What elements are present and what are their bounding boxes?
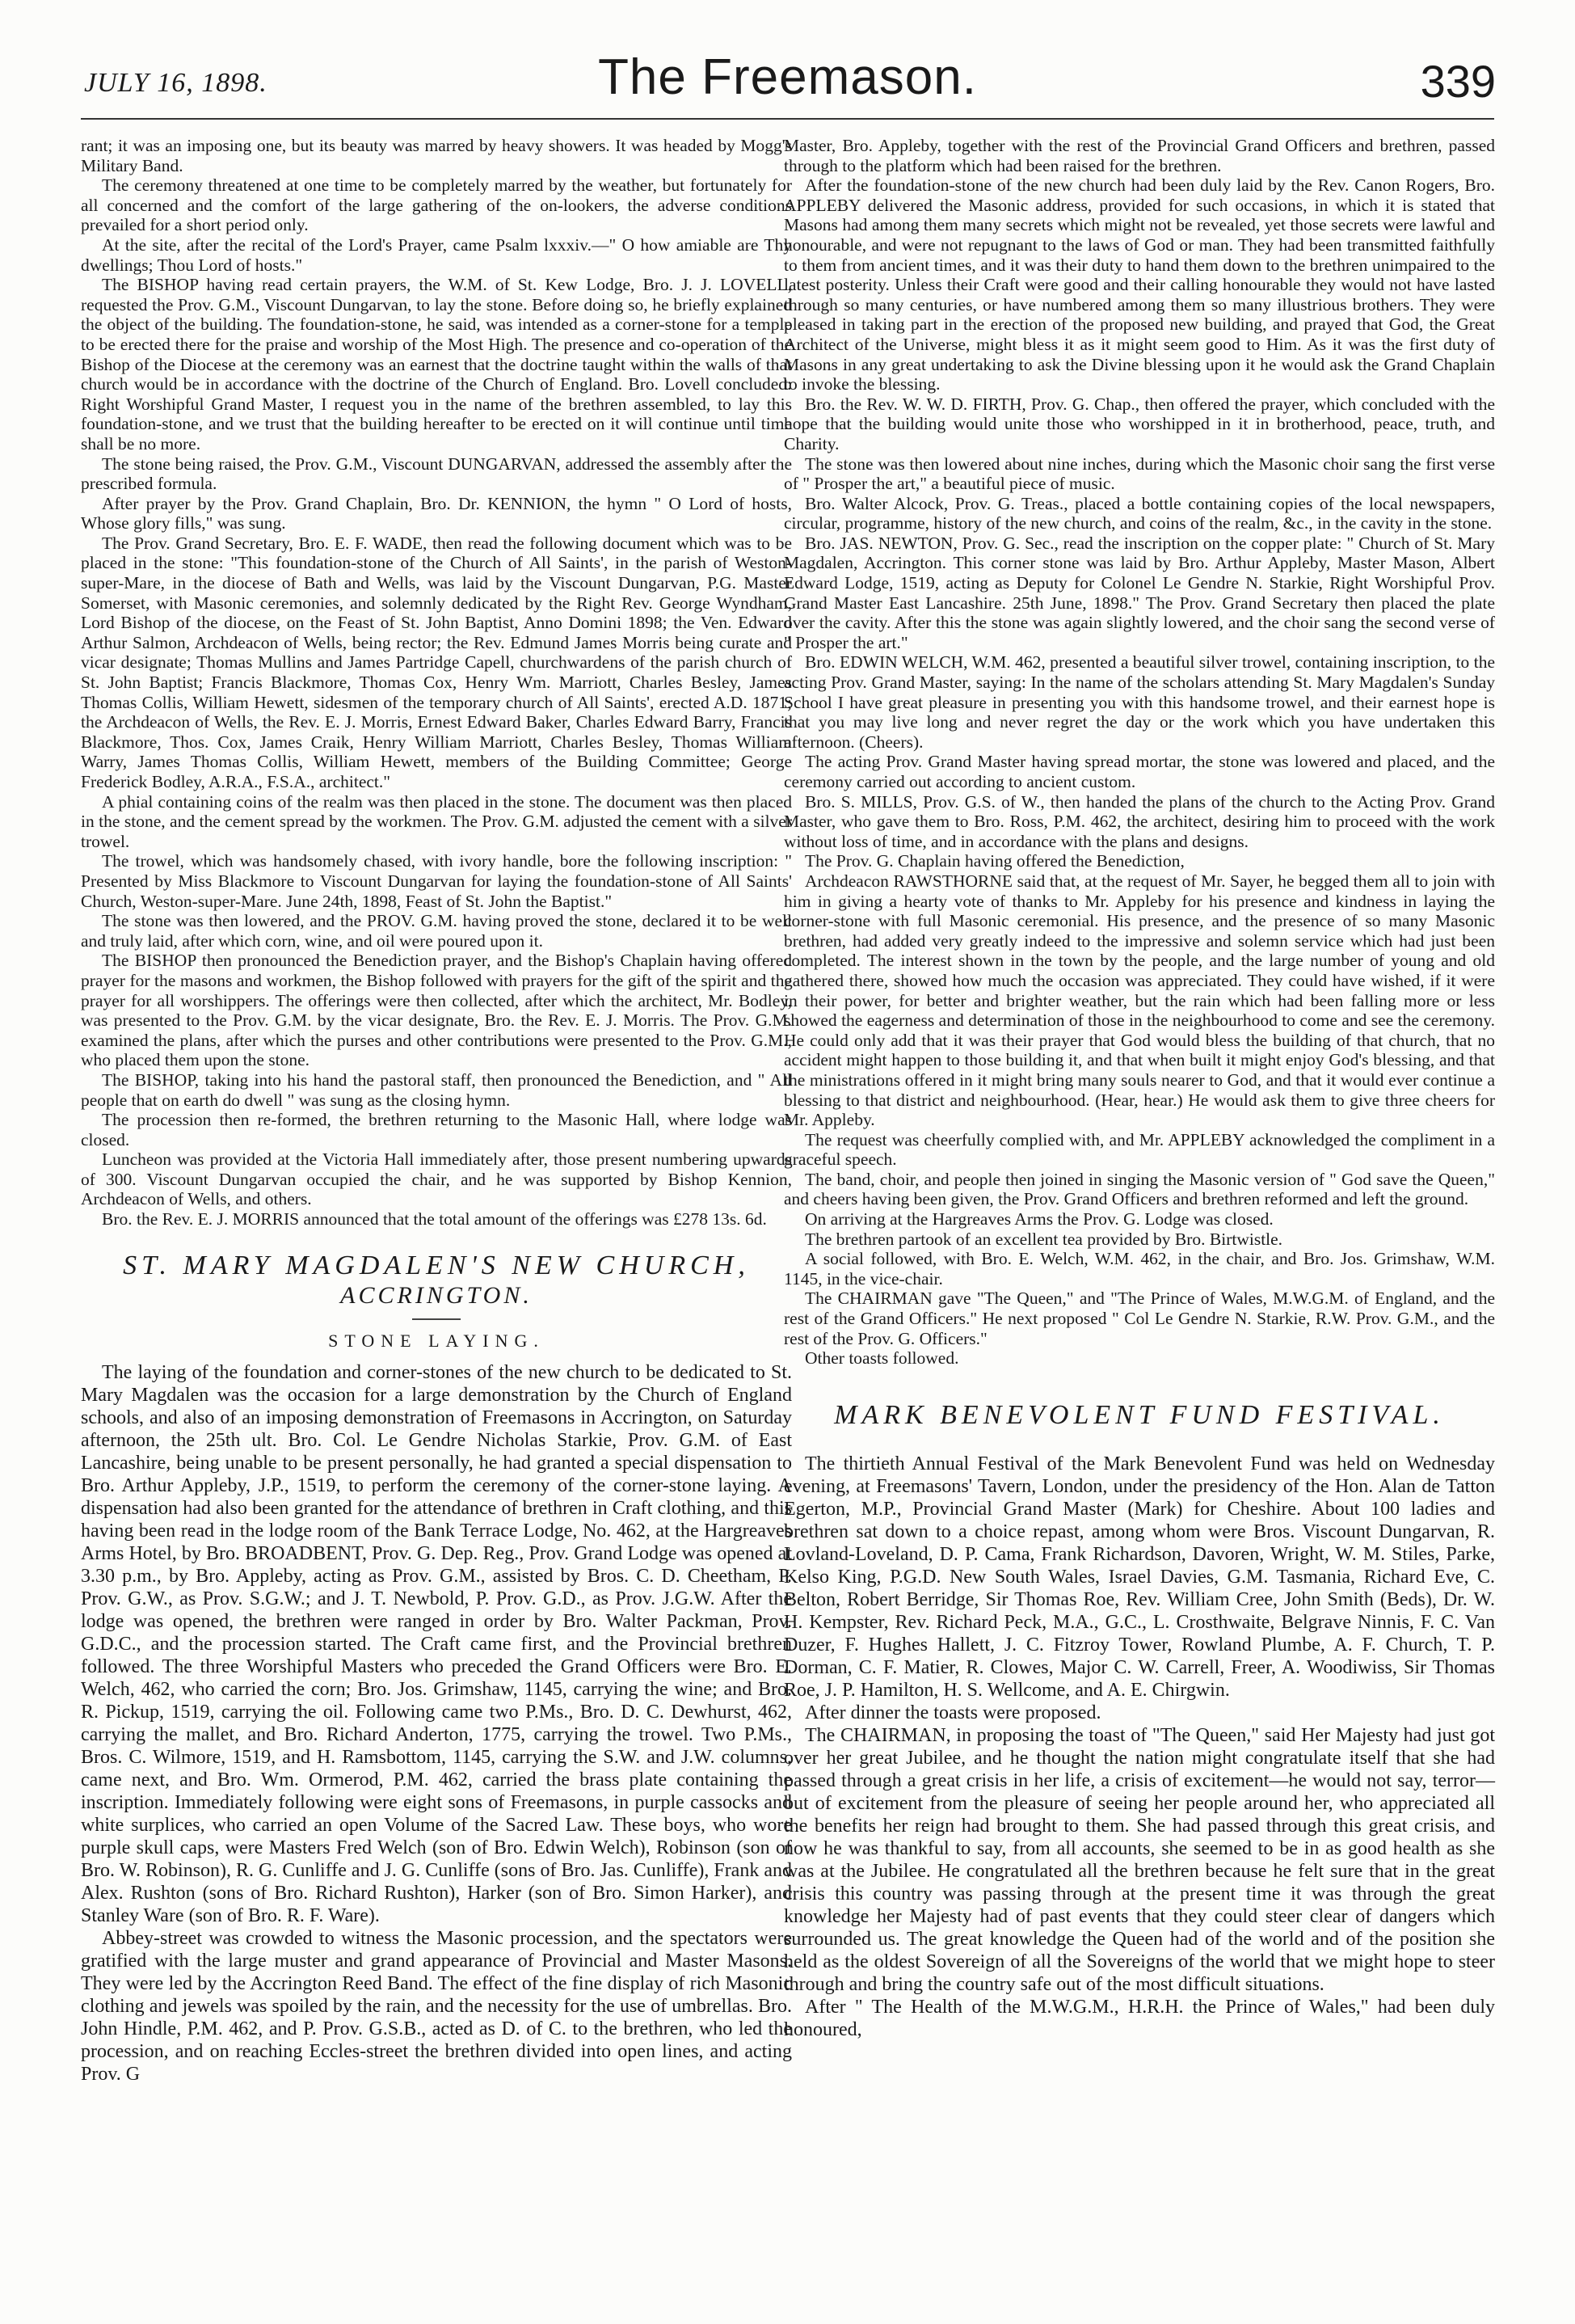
paragraph: The BISHOP then pronounced the Benediction prayer, and the Bishop's Chaplain having offered prayer for the masons and workmen, the Bishop followed with prayers for the gift of the spirit and the prayer for all worshippers. The offerings were then collected, after which the architect, Mr. Bodley, was presented to the Prov. G.M. by the vicar designate, Bro. the Rev. E. J. Morris. The Prov. G.M. examined the plans, after which the purses and other contributions were presented to the Prov. G.M., who placed them upon the stone. bbox=[81, 951, 792, 1070]
section-subtitle: STONE LAYING. bbox=[328, 1331, 545, 1352]
paragraph: Other toasts followed. bbox=[805, 1348, 959, 1369]
paragraph: Luncheon was provided at the Victoria Hall immediately after, those present numbering upwards of 300. Viscount Dungarvan occupied the chair, and he was supported by Bishop Kennion, Archdeacon of Wells, and others. bbox=[81, 1149, 792, 1209]
paragraph: After dinner the toasts were proposed. bbox=[805, 1702, 1101, 1724]
paragraph: The acting Prov. Grand Master having spread mortar, the stone was lowered and placed, and the ceremony carried out according to ancient custom. bbox=[784, 752, 1495, 791]
page-number: 339 bbox=[1420, 56, 1496, 107]
issue-date: JULY 16, 1898. bbox=[84, 68, 267, 98]
paragraph: The stone was then lowered, and the PROV. G.M. having proved the stone, declared it to be well and truly laid, after which corn, wine, and oil were poured upon it. bbox=[81, 911, 792, 951]
paragraph: Master, Bro. Appleby, together with the rest of the Provincial Grand Officers and brethren, passed through to the platform which had been raised for the brethren. bbox=[784, 136, 1495, 175]
paragraph: Archdeacon RAWSTHORNE said that, at the request of Mr. Sayer, he begged them all to join with him in giving a hearty vote of thanks to Mr. Appleby for his presence and kindness in laying the corner-stone with full Masonic ceremonial. His presence, and the presence of so many Masonic brethren, had added very greatly indeed to the impressive and solemn service which had just been completed. The interest shown in the town by the people, and the large number of young and old gathered there, showed how much the occasion was appreciated. They could have wished, if it were in their power, for better and brighter weather, but the rain which had been falling more or less showed the eagerness and determination of those in the neighbourhood to come and see the ceremony. He could only add that it was their prayer that God would bless the building of that church, that no accident might happen to those building it, and that when built it might enjoy God's blessing, and that the ministrations offered in it might bring many souls nearer to God, and that it would ever continue a blessing to that district and neighbourhood. (Hear, hear.) He would ask them to give three cheers for Mr. Appleby. bbox=[784, 871, 1495, 1130]
paragraph: The laying of the foundation and corner-stones of the new church to be dedicated to St. Mary Magdalen was the occasion for a large demonstration by the Church of England schools, and also of an imposing demonstration of Freemasons in Accrington, on Saturday afternoon, the 25th ult. Bro. Col. Le Gendre Nicholas Starkie, Prov. G.M. of East Lancashire, being unable to be present personally, he had granted a special dispensation to Bro. Arthur Appleby, J.P., 1519, to perform the ceremony of the corner-stone laying. A dispensation had also been granted for the attendance of brethren in Craft clothing, and this having been read in the lodge room of the Bank Terrace Lodge, No. 462, at the Hargreaves Arms Hotel, by Bro. BROADBENT, Prov. G. Dep. Reg., Prov. Grand Lodge was opened at 3.30 p.m., by Bro. Appleby, acting as Prov. G.M., assisted by Bros. C. D. Cheetham, P. Prov. G.W., as Prov. S.G.W.; and J. T. Newbold, P. Prov. G.D., as Prov. J.G.W. After the lodge was opened, the brethren were ranged in order by Bro. Walter Packman, Prov. G.D.C., and the procession started. The Craft came first, and the Provincial brethren followed. The three Worshipful Masters who preceded the Grand Officers were Bro. E. Welch, 462, who carried the corn; Bro. Jos. Grimshaw, 1145, carrying the wine; and Bro. R. Pickup, 1519, carrying the oil. Following came two P.Ms., Bro. D. C. Dewhurst, 462, carrying the mallet, and Bro. Richard Anderton, 1775, carrying the trowel. Two P.Ms., Bros. C. Wilmore, 1519, and H. Ramsbottom, 1145, carrying the S.W. and J.W. columns, came next, and Bro. Wm. Ormerod, P.M. 462, carried the brass plate containing the inscription. Immediately following were eight sons of Freemasons, in purple cassocks and white surplices, who carried an open Volume of the Sacred Law. These boys, who wore purple skull caps, were Masters Fred Welch (son of Bro. Edwin Welch), Robinson (son of Bro. W. Robinson), R. G. Cunliffe and J. G. Cunliffe (sons of Bro. Jas. Cunliffe), Frank and Alex. Rushton (sons of Bro. Richard Rushton), Harker (son of Bro. Simon Harker), and Stanley Ware (son of Bro. R. F. Ware). bbox=[81, 1361, 792, 1926]
paragraph: The BISHOP having read certain prayers, the W.M. of St. Kew Lodge, Bro. J. J. LOVELL, requested the Prov. G.M., Viscount Dungarvan, to lay the stone. Before doing so, he briefly explained the object of the building. The foundation-stone, he said, was intended as a corner-stone for a temple to be erected there for the praise and worship of the Most High. The presence and co-operation of the Bishop of the Diocese at the ceremony was an earnest that the doctrine taught within the walls of that church would be in accordance with the doctrine of the Church of England. Bro. Lovell concluded: Right Worshipful Grand Master, I request you in the name of the brethren assembled, to lay this foundation-stone, and we trust that the building hereafter to be erected on it will continue until time shall be no more. bbox=[81, 275, 792, 453]
paragraph: Bro. S. MILLS, Prov. G.S. of W., then handed the plans of the church to the Acting Prov. Grand Master, who gave them to Bro. Ross, P.M. 462, the architect, desiring him to proceed with the work without loss of time, and in accordance with the plans and designs. bbox=[784, 791, 1495, 851]
section-title: ST. MARY MAGDALEN'S NEW CHURCH, bbox=[123, 1250, 750, 1280]
section-title: MARK BENEVOLENT FUND FESTIVAL. bbox=[834, 1399, 1445, 1430]
paragraph: The brethren partook of an excellent tea provided by Bro. Birtwistle. bbox=[805, 1229, 1283, 1249]
paragraph: The Prov. G. Chaplain having offered the Benediction, bbox=[805, 851, 1185, 871]
right-column bbox=[784, 136, 1495, 2041]
section-place: ACCRINGTON. bbox=[340, 1281, 533, 1309]
paragraph: A social followed, with Bro. E. Welch, W.M. 462, in the chair, and Bro. Jos. Grimshaw, W.M. 1145, in the vice-chair. bbox=[784, 1249, 1495, 1289]
paragraph: The BISHOP, taking into his hand the pastoral staff, then pronounced the Benediction, and " All people that on earth do dwell " was sung as the closing hymn. bbox=[81, 1069, 792, 1110]
paragraph: The trowel, which was handsomely chased, with ivory handle, bore the following inscription: " Presented by Miss Blackmore to Viscount Dungarvan for laying the foundation-stone of All Saints' Church, Weston-super-Mare. June 24th, 1898, Feast of St. John the Baptist." bbox=[81, 851, 792, 911]
paragraph: Bro. EDWIN WELCH, W.M. 462, presented a beautiful silver trowel, containing inscription, to the acting Prov. Grand Master, saying: In the name of the scholars attending St. Mary Magdalen's Sunday School I have great pleasure in presenting you with this handsome trowel, and their earnest hope is that you may live long and never regret the day or the work which you have undertaken this afternoon. (Cheers). bbox=[784, 652, 1495, 752]
left-column bbox=[81, 136, 792, 2086]
paragraph: The band, choir, and people then joined in singing the Masonic version of " God save the Queen," and cheers having been given, the Prov. Grand Officers and brethren reformed and left the ground. bbox=[784, 1169, 1495, 1209]
paragraph: At the site, after the recital of the Lord's Prayer, came Psalm lxxxiv.—" O how amiable are Thy dwellings; Thou Lord of hosts." bbox=[81, 234, 792, 275]
paragraph: Bro. the Rev. W. W. D. FIRTH, Prov. G. Chap., then offered the prayer, which concluded with the hope that the building would unite those who worshipped in it in brotherhood, peace, truth, and Charity. bbox=[784, 394, 1495, 453]
paragraph: The stone was then lowered about nine inches, during which the Masonic choir sang the first verse of " Prosper the art," a beautiful piece of music. bbox=[784, 453, 1495, 494]
paragraph: Bro. the Rev. E. J. MORRIS announced that the total amount of the offerings was £278 13s. 6d. bbox=[102, 1209, 767, 1229]
paragraph: The request was cheerfully complied with, and Mr. APPLEBY acknowledged the compliment in a graceful speech. bbox=[784, 1129, 1495, 1170]
page-header bbox=[57, 49, 1518, 105]
paragraph: The CHAIRMAN, in proposing the toast of "The Queen," said Her Majesty had just got over her great Jubilee, and he thought the nation might congratulate itself that she had passed through a great crisis in her life, a crisis of excitement—he would not say, terror—but of excitement from the pleasure of seeing her people around her, who appreciated all the benefits her reign had brought to them. She had passed through this great crisis, and now he was thankful to say, from all accounts, she seemed to be in as good health as she was at the Jubilee. He congratulated all the brethren because he felt sure that in the great crisis this country was passing through at the present time it was through the great knowledge her Majesty had of past events that they could steer clear of dangers which surrounded us. The great knowledge the Queen had of the world and of the position she held as the oldest Sovereign of all the Sovereigns of the world that we might hope to steer through and bring the country safe out of the most difficult situations. bbox=[784, 1725, 1495, 1996]
header-rule bbox=[81, 118, 1494, 120]
paragraph: On arriving at the Hargreaves Arms the Prov. G. Lodge was closed. bbox=[805, 1209, 1274, 1229]
paragraph: The procession then re-formed, the brethren returning to the Masonic Hall, where lodge was closed. bbox=[81, 1110, 792, 1149]
paragraph: After prayer by the Prov. Grand Chaplain, Bro. Dr. KENNION, the hymn " O Lord of hosts, Whose glory fills," was sung. bbox=[81, 493, 792, 534]
paragraph: After " The Health of the M.W.G.M., H.R.H. the Prince of Wales," had been duly honoured, bbox=[784, 1997, 1495, 2041]
paragraph: Bro. JAS. NEWTON, Prov. G. Sec., read the inscription on the copper plate: " Church of St. Mary Magdalen, Accrington. This corner stone was laid by Bro. Arthur Appleby, Master Mason, Albert Edward Lodge, 1519, acting as Deputy for Colonel Le Gendre N. Starkie, Right Worshipful Prov. Grand Master East Lancashire. 25th June, 1898." The Prov. Grand Secretary then placed the plate over the cavity. After this the stone was again slightly lowered, and the choir sang the second verse of " Prosper the art." bbox=[784, 533, 1495, 652]
paragraph: The stone being raised, the Prov. G.M., Viscount DUNGARVAN, addressed the assembly after the prescribed formula. bbox=[81, 453, 792, 494]
paragraph: After the foundation-stone of the new church had been duly laid by the Rev. Canon Rogers, Bro. APPLEBY delivered the Masonic address, provided for such occasions, in which it is stated that Masons had among them many secrets which might not be revealed, yet those secrets were lawful and honourable, and were not repugnant to the laws of God or man. They had been transmitted faithfully to them from ancient times, and it was their duty to hand them down to the brethren unimpaired to the latest posterity. Unless their Craft were good and their calling honourable they would not have lasted through so many centuries, or have numbered among them so many illustrious brothers. They were pleased in taking part in the erection of the proposed new building, and prayed that God, the Great Architect of the Universe, might bless it as it might seem good to Him. As it was the first duty of Masons in any great undertaking to ask the Divine blessing upon it he would ask the Grand Chaplain to invoke the blessing. bbox=[784, 175, 1495, 394]
paragraph: The Prov. Grand Secretary, Bro. E. F. WADE, then read the following document which was to be placed in the stone: "This foundation-stone of the Church of All Saints', in the parish of Weston-super-Mare, in the diocese of Bath and Wells, was laid by the Viscount Dungarvan, P.G. Master Somerset, with Masonic ceremonies, and solemnly dedicated by the Right Rev. George Wyndham, Lord Bishop of the diocese, on the Feast of St. John Baptist, Anno Domini 1898; the Ven. Edward Arthur Salmon, Archdeacon of Wells, being rector; the Rev. Edmund James Morris being curate and vicar designate; Thomas Mullins and James Partridge Capell, churchwardens of the parish church of St. John Baptist; Francis Blackmore, Thomas Cox, Henry Wm. Marriott, Charles Besley, James Thomas Collis, William Hewett, sidesmen of the temporary church of All Saints', erected A.D. 1871; the Archdeacon of Wells, the Rev. E. J. Morris, Ernest Edward Baker, Charles Edward Barry, Francis Blackmore, Thos. Cox, James Craik, Henry William Marriott, Charles Besley, Thomas William Warry, James Thomas Collis, William Hewett, members of the Building Committee; George Frederick Bodley, A.R.A., F.S.A., architect." bbox=[81, 533, 792, 791]
paragraph: The thirtieth Annual Festival of the Mark Benevolent Fund was held on Wednesday evening, at Freemasons' Tavern, London, under the presidency of the Hon. Alan de Tatton Egerton, M.P., Provincial Grand Master (Mark) for Cheshire. About 100 ladies and brethren sat down to a choice repast, among whom were Bros. Viscount Dungarvan, R. Lovland-Loveland, D. P. Cama, Frank Richardson, Davoren, Wright, W. M. Stiles, Parke, Kelso King, P.G.D. New South Wales, Israel Davies, G.M. Tasmania, Richard Eve, C. Belton, Robert Berridge, Sir Thomas Roe, Rev. William Cree, John Smith (Beds), Dr. W. H. Kempster, Rev. Richard Peck, M.A., G.C., L. Crosthwaite, Belgrave Ninnis, F. C. Van Duzer, F. Hughes Hallett, J. C. Fitzroy Tower, Rowland Plumbe, A. F. Church, T. P. Dorman, C. F. Matier, R. Clowes, Major C. W. Carrell, Freer, A. Woodiwiss, Sir Thomas Roe, J. P. Hamilton, H. S. Wellcome, and A. E. Chirgwin. bbox=[784, 1453, 1495, 1702]
paragraph: The ceremony threatened at one time to be completely marred by the weather, but fortunately for all concerned and the comfort of the large gathering of the on-lookers, the adverse conditions prevailed for a short period only. bbox=[81, 175, 792, 235]
masthead-title: The Freemason. bbox=[598, 49, 977, 105]
paragraph: Bro. Walter Alcock, Prov. G. Treas., placed a bottle containing copies of the local newspapers, circular, programme, history of the new church, and coins of the realm, &c., in the cavity in the stone. bbox=[784, 493, 1495, 534]
paragraph: rant; it was an imposing one, but its beauty was marred by heavy showers. It was headed by Mogg's Military Band. bbox=[81, 136, 792, 175]
divider bbox=[412, 1318, 461, 1320]
paragraph: Abbey-street was crowded to witness the Masonic procession, and the spectators were gratified with the large muster and grand appearance of Provincial and Master Masons. They were led by the Accrington Reed Band. The effect of the fine display of rich Masonic clothing and jewels was spoiled by the rain, and the necessity for the use of umbrellas. Bro. John Hindle, P.M. 462, and P. Prov. G.S.B., acted as D. of C. to the brethren, who led the procession, and on reaching Eccles-street the brethren divided into open lines, and acting Prov. G bbox=[81, 1927, 792, 2085]
paragraph: The CHAIRMAN gave "The Queen," and "The Prince of Wales, M.W.G.M. of England, and the rest of the Grand Officers." He next proposed " Col Le Gendre N. Starkie, R.W. Prov. G.M., and the rest of the Prov. G. Officers." bbox=[784, 1289, 1495, 1348]
paragraph: A phial containing coins of the realm was then placed in the stone. The document was then placed in the stone, and the cement spread by the workmen. The Prov. G.M. adjusted the cement with a silver trowel. bbox=[81, 791, 792, 851]
